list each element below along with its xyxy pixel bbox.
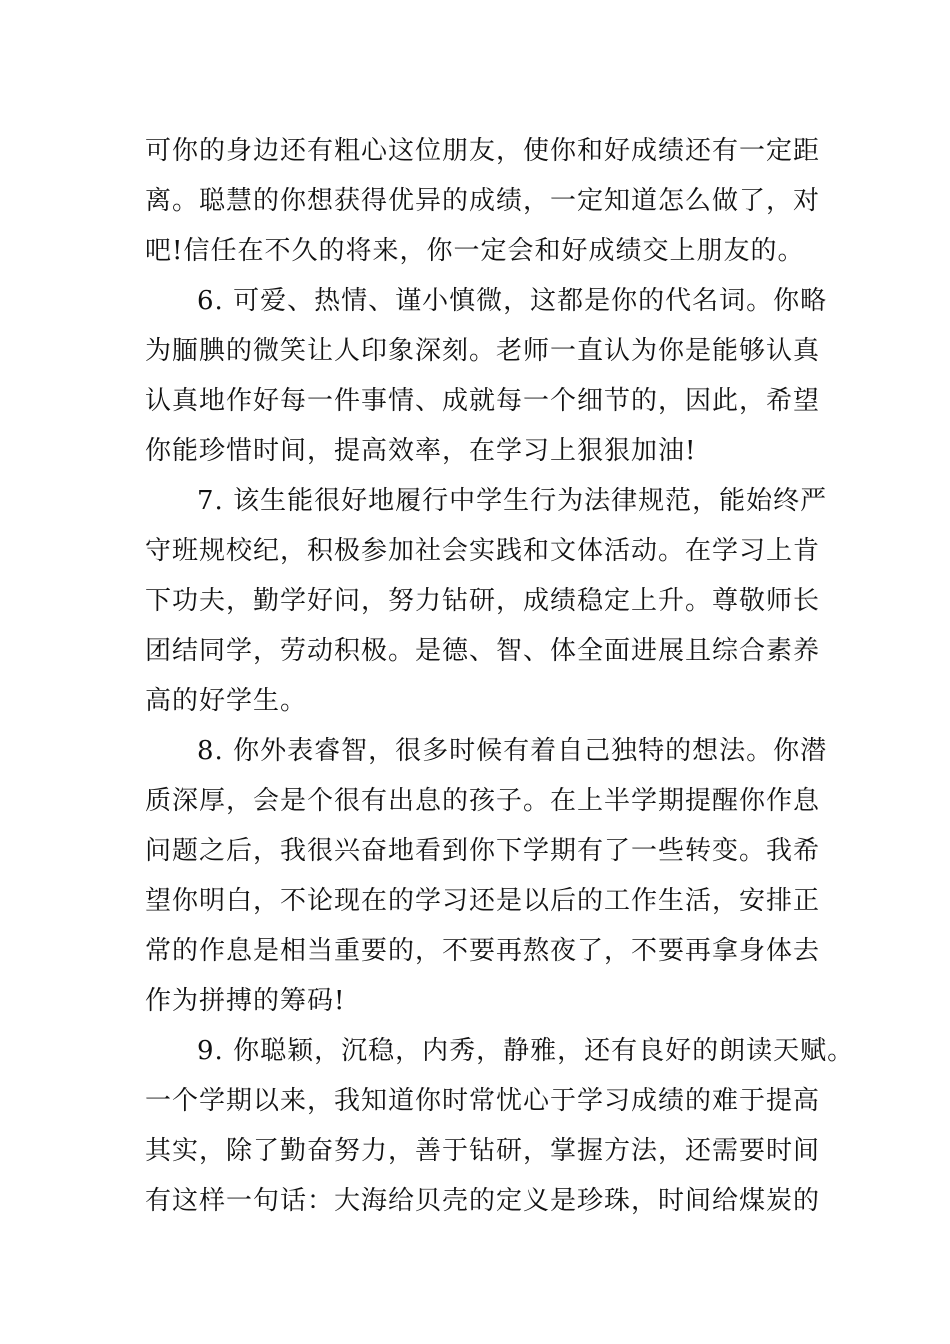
text-line: 问题之后，我很兴奋地看到你下学期有了一些转变。我希 xyxy=(145,836,821,866)
text-line: 守班规校纪，积极参加社会实践和文体活动。在学习上肯 xyxy=(145,536,821,566)
paragraph-6-first-line: 6. 可爱、热情、谨小慎微，这都是你的代名词。你略 xyxy=(197,286,828,316)
text-line: 其实，除了勤奋努力，善于钻研，掌握方法，还需要时间 xyxy=(145,1136,821,1166)
text-line: 团结同学，劳动积极。是德、智、体全面进展且综合素养 xyxy=(145,636,821,666)
text-line: 可你的身边还有粗心这位朋友，使你和好成绩还有一定距 xyxy=(145,136,821,166)
text-line: 认真地作好每一件事情、成就每一个细节的，因此，希望 xyxy=(145,386,821,416)
paragraph-9-first-line: 9. 你聪颖，沉稳，内秀，静雅，还有良好的朗读天赋。 xyxy=(197,1036,855,1066)
document-body xyxy=(145,126,855,1226)
text-line: 望你明白，不论现在的学习还是以后的工作生活，安排正 xyxy=(145,886,821,916)
text-line: 离。聪慧的你想获得优异的成绩，一定知道怎么做了，对 xyxy=(145,186,821,216)
text-line: 你能珍惜时间，提高效率，在学习上狠狠加油! xyxy=(145,436,697,466)
text-line: 作为拼搏的筹码! xyxy=(145,986,346,1016)
paragraph-7-first-line: 7. 该生能很好地履行中学生行为法律规范，能始终严 xyxy=(197,486,828,516)
text-line: 吧!信任在不久的将来，你一定会和好成绩交上朋友的。 xyxy=(145,236,805,266)
text-line: 常的作息是相当重要的，不要再熬夜了，不要再拿身体去 xyxy=(145,936,821,966)
text-line: 下功夫，勤学好问，努力钻研，成绩稳定上升。尊敬师长 xyxy=(145,586,821,616)
text-line: 高的好学生。 xyxy=(145,686,308,716)
paragraph-8-first-line: 8. 你外表睿智，很多时候有着自己独特的想法。你潜 xyxy=(197,736,828,766)
text-line: 为腼腆的微笑让人印象深刻。老师一直认为你是能够认真 xyxy=(145,336,821,366)
text-line: 有这样一句话：大海给贝壳的定义是珍珠，时间给煤炭的 xyxy=(145,1186,821,1216)
text-line: 一个学期以来，我知道你时常忧心于学习成绩的难于提高 xyxy=(145,1086,821,1116)
text-line: 质深厚，会是个很有出息的孩子。在上半学期提醒你作息 xyxy=(145,786,821,816)
